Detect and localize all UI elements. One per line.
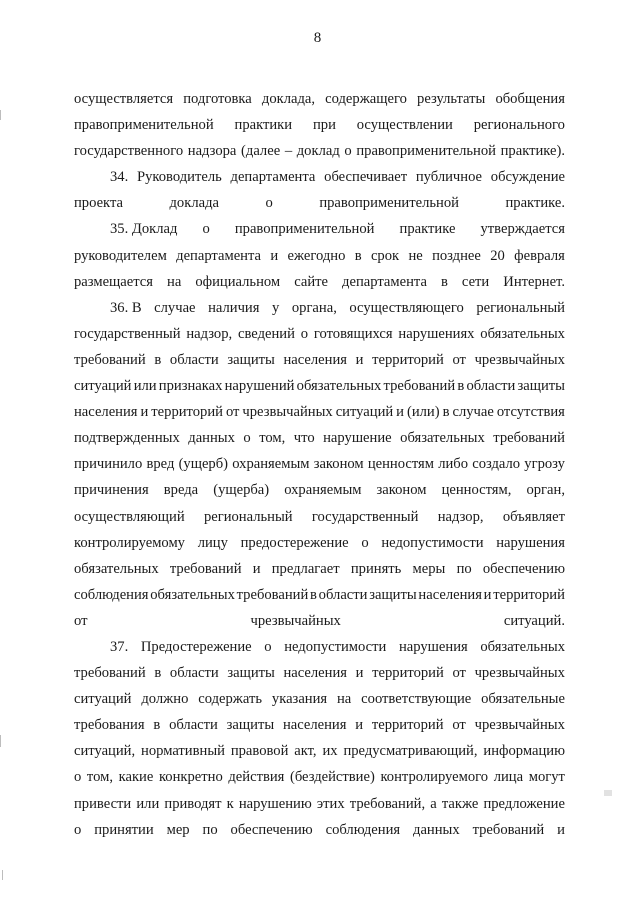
page-number: 8 [313, 30, 322, 46]
text-line: подтвержденных данных о том, что нарушение обязательных требований [74, 430, 565, 447]
paragraph-p-cont [74, 86, 565, 164]
text-line: 36. В случае наличия у органа, осуществляющего региональный [110, 299, 565, 316]
scan-speck [0, 735, 1, 747]
text-line: ситуаций должно содержать указания на соответствующие обязательные [74, 691, 565, 708]
text-line: осуществляется подготовка доклада, содержащего результаты обобщения [74, 91, 565, 107]
paragraph-p34 [74, 164, 565, 216]
text-line: 37. Предостережение о недопустимости нарушения обязательных [110, 638, 565, 655]
paragraph-p35 [74, 216, 565, 294]
paragraph-p36 [74, 295, 565, 634]
text-line: от чрезвычайных ситуаций. [74, 612, 565, 629]
paragraph-p37 [74, 634, 565, 843]
text-line: требований в области защиты населения и территорий от чрезвычайных [74, 351, 565, 368]
scan-speck [2, 870, 3, 880]
text-line: о том, какие конкретно действия (бездействие) контролируемого лица могут [74, 769, 565, 786]
text-line: контролируемому лицу предостережение о недопустимости нарушения [74, 534, 565, 551]
text-line: 34. Руководитель департамента обеспечивает публичное обсуждение [110, 169, 565, 186]
text-line: ситуаций или признаках нарушений обязательных требований в области защиты [74, 378, 565, 395]
text-line: привести или приводят к нарушению этих требований, а также предложение [74, 795, 565, 812]
text-line: проекта доклада о правоприменительной практике. [74, 195, 565, 212]
text-line: обязательных требований и предлагает принять меры по обеспечению [74, 560, 565, 577]
text-line: причинения вреда (ущерба) охраняемым законом ценностям, орган, [74, 482, 565, 499]
text-line: 35. Доклад о правоприменительной практике утверждается [110, 221, 565, 238]
text-line: причинило вред (ущерб) охраняемым законом ценностям либо создало угрозу [74, 456, 565, 473]
text-line: размещается на официальном сайте департамента в сети Интернет. [74, 273, 565, 290]
text-line: правоприменительной практики при осуществлении регионального [74, 117, 565, 134]
text-line: о принятии мер по обеспечению соблюдения данных требований и [74, 821, 565, 838]
text-line: государственного надзора (далее – доклад о правоприменительной практике). [74, 143, 565, 160]
text-line: требований в области защиты населения и территорий от чрезвычайных [74, 665, 565, 682]
text-line: руководителем департамента и ежегодно в срок не позднее 20 февраля [74, 247, 565, 264]
scan-speck [604, 790, 612, 796]
scan-speck [0, 110, 1, 120]
document-body [74, 86, 565, 843]
text-line: требования в области защиты населения и территорий от чрезвычайных [74, 717, 565, 734]
text-line: осуществляющий региональный государственный надзор, объявляет [74, 508, 565, 525]
text-line: государственный надзор, сведений о готовящихся нарушениях обязательных [74, 325, 565, 342]
text-line: ситуаций, нормативный правовой акт, их предусматривающий, информацию [74, 743, 565, 760]
text-line: населения и территорий от чрезвычайных ситуаций и (или) в случае отсутствия [74, 404, 565, 421]
text-line: соблюдения обязательных требований в области защиты населения и территорий [74, 586, 565, 603]
